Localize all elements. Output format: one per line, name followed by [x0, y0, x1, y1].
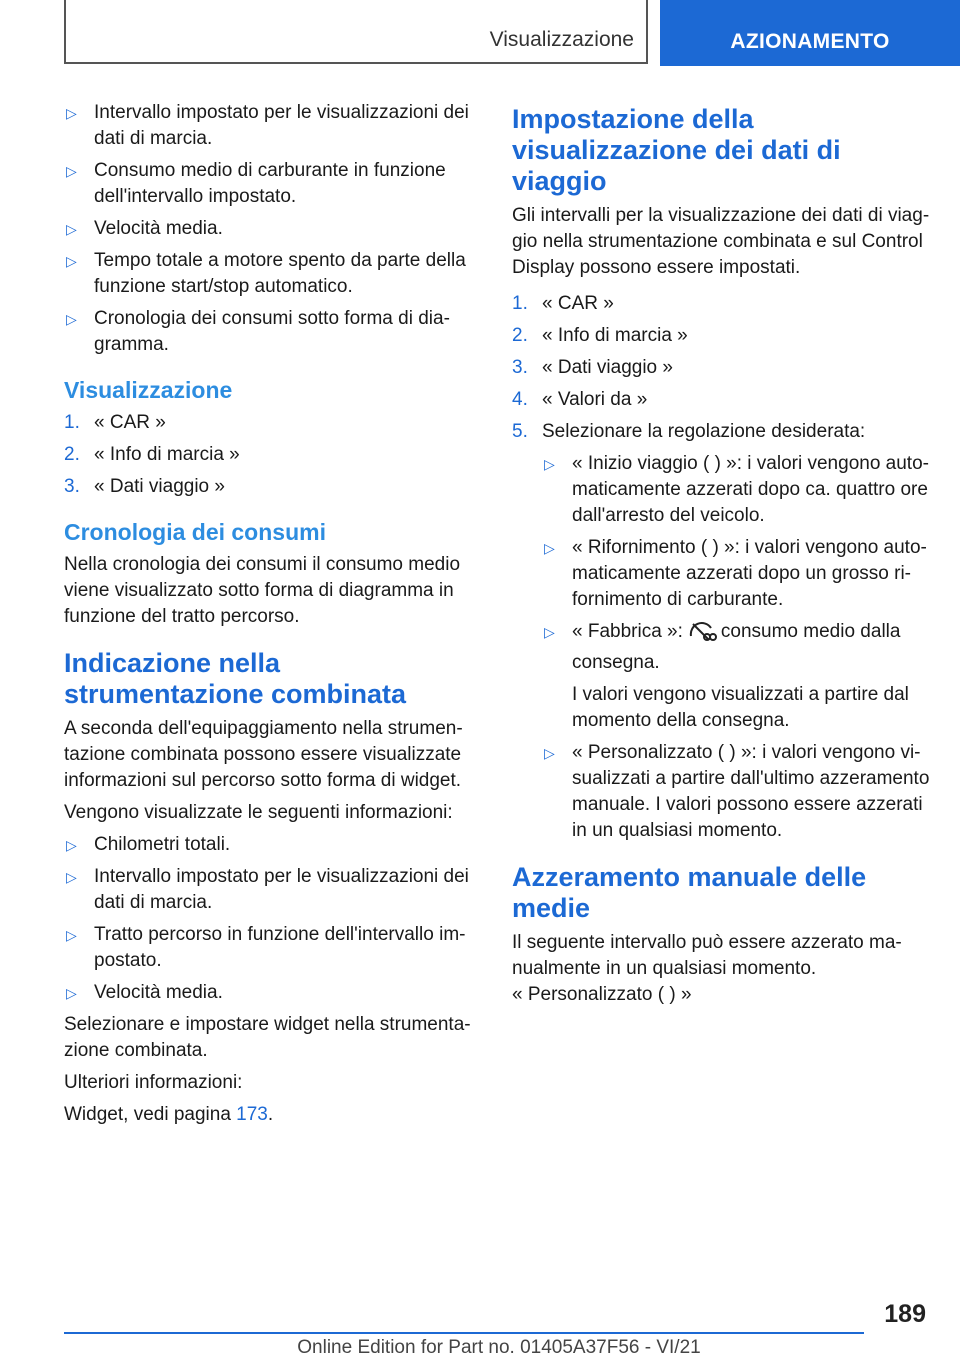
option-item: ▷ « Fabbrica »: consumo medio dalla consegna. I valori vengono visualizzati a partire dal momento della consegna. [542, 619, 932, 734]
heading-azzeramento: Azzeramento manuale delle medie [512, 862, 867, 923]
triangle-bullet-icon: ▷ [66, 163, 77, 179]
option-item: ▷ « Personalizzato ( ) »: i valori vengono visualizzati a partire dall'ultimo azzeramento manuale. I valori possono essere azzerati in un qualsiasi momento. [544, 742, 930, 841]
list-item: ▷ Consumo medio di carburante in funzione dell'intervallo impostato. [66, 160, 446, 207]
header-section-title: Visualizzazione [489, 28, 634, 51]
step-item: 3. « Dati viaggio » [64, 476, 225, 497]
triangle-bullet-icon: ▷ [66, 985, 77, 1001]
cronologia-text: Nella cronologia dei consumi il consumo medio viene visualizzato sotto forma di diagramma in funzione del tratto percorso. [64, 554, 461, 627]
more-info-label: Ulteriori informazioni: [64, 1072, 243, 1093]
indicazione-text: A seconda dell'equipaggiamento nella strumentazione combinata possono essere visualizzate informazioni sul percorso sotto forma di widget. [64, 718, 463, 791]
triangle-bullet-icon: ▷ [66, 105, 77, 121]
step-item: 1. « CAR » [64, 412, 166, 433]
header-chapter-tab: AZIONAMENTO [660, 0, 960, 66]
footer-edition: Online Edition for Part no. 01405A37F56 - VI/21 [297, 1337, 701, 1358]
factory-gauge-icon [687, 620, 717, 650]
select-widget-text: Selezionare e impostare widget nella strumentazione combinata. [64, 1014, 471, 1061]
footer-divider [64, 1332, 864, 1334]
bullet-list-indicazione [64, 832, 478, 1006]
left-column [64, 100, 478, 1134]
azzeramento-text: Il seguente intervallo può essere azzerato manualmente in un qualsiasi momento. [512, 932, 902, 979]
triangle-bullet-icon: ▷ [544, 745, 555, 761]
step-item: 2. « Info di marcia » [64, 444, 240, 465]
triangle-bullet-icon: ▷ [66, 927, 77, 943]
steps-impostazione [512, 291, 932, 844]
option-item: ▷ « Rifornimento ( ) »: i valori vengono automaticamente azzerati dopo un grosso rifornimento di carburante. [544, 537, 927, 610]
heading-cronologia: Cronologia dei consumi [64, 519, 326, 545]
heading-visualizzazione: Visualizzazione [64, 377, 233, 403]
bullet-list-top [64, 100, 478, 358]
steps-visualizzazione [64, 410, 478, 500]
triangle-bullet-icon: ▷ [66, 253, 77, 269]
header-section-box [64, 0, 648, 64]
step-item: 5. Selezionare la regolazione desiderata: ▷ « Inizio viaggio ( ) »: i valori vengono automaticamente azzerati dopo ca. quattro ore dall'arresto del veicolo. ▷ « Rifornimento ( ) »: i valori vengono automaticamente azzerati dopo un grosso rifornimento di carburante. ▷ « Fabbrica »: consumo medio dalla consegna. I valori vengono visualizzati a partire dal momento della consegna. ▷ « Personalizzato ( ) »: i valori vengono visualizzati a partire dall'ultimo azzeramento manuale. I valori possono essere azzerati in un qualsiasi momento. [512, 419, 932, 844]
option-list [542, 451, 932, 844]
list-item: ▷ Velocità media. [64, 216, 478, 242]
impostazione-text: Gli intervalli per la visualizzazione dei dati di viaggio nella strumentazione combinata e sul Control Display possono essere impostati. [512, 205, 930, 278]
list-item: ▷ Velocità media. [64, 980, 478, 1006]
option-note: I valori vengono visualizzati a partire dal momento della consegna. [572, 684, 909, 731]
indicazione-text-2: Vengono visualizzate le seguenti informazioni: [64, 802, 453, 823]
page-number: 189 [884, 1300, 926, 1328]
widget-reference: Widget, vedi pagina 173. [64, 1104, 274, 1125]
option-item: ▷ « Inizio viaggio ( ) »: i valori vengono automaticamente azzerati dopo ca. quattro ore dall'arresto del veicolo. [544, 453, 929, 526]
step-item: 3. « Dati viaggio » [512, 357, 673, 378]
triangle-bullet-icon: ▷ [544, 540, 555, 556]
triangle-bullet-icon: ▷ [66, 311, 77, 327]
list-item: ▷ Tratto percorso in funzione dell'intervallo impostato. [66, 924, 466, 971]
heading-impostazione: Impostazione della visualizzazione dei dati di viaggio [512, 104, 841, 196]
list-item: ▷ Tempo totale a motore spento da parte della funzione start/stop automatico. [66, 250, 466, 297]
list-item: ▷ Intervallo impostato per le visualizzazioni dei dati di marcia. [66, 102, 469, 149]
step-item: 1. « CAR » [512, 293, 614, 314]
list-item: ▷ Cronologia dei consumi sotto forma di diagramma. [66, 308, 450, 355]
heading-indicazione: Indicazione nella strumentazione combinata [64, 648, 407, 709]
step-item: 2. « Info di marcia » [512, 325, 688, 346]
page-link[interactable]: 173 [236, 1104, 268, 1125]
step-item: 4. « Valori da » [512, 389, 648, 410]
azzeramento-option: « Personalizzato ( ) » [512, 984, 692, 1005]
triangle-bullet-icon: ▷ [544, 456, 555, 472]
list-item: ▷ Chilometri totali. [64, 832, 478, 858]
list-item: ▷ Intervallo impostato per le visualizzazioni dei dati di marcia. [66, 866, 469, 913]
triangle-bullet-icon: ▷ [66, 837, 77, 853]
page-header [0, 0, 960, 66]
triangle-bullet-icon: ▷ [66, 221, 77, 237]
triangle-bullet-icon: ▷ [544, 624, 555, 640]
right-column [512, 100, 932, 1014]
triangle-bullet-icon: ▷ [66, 869, 77, 885]
